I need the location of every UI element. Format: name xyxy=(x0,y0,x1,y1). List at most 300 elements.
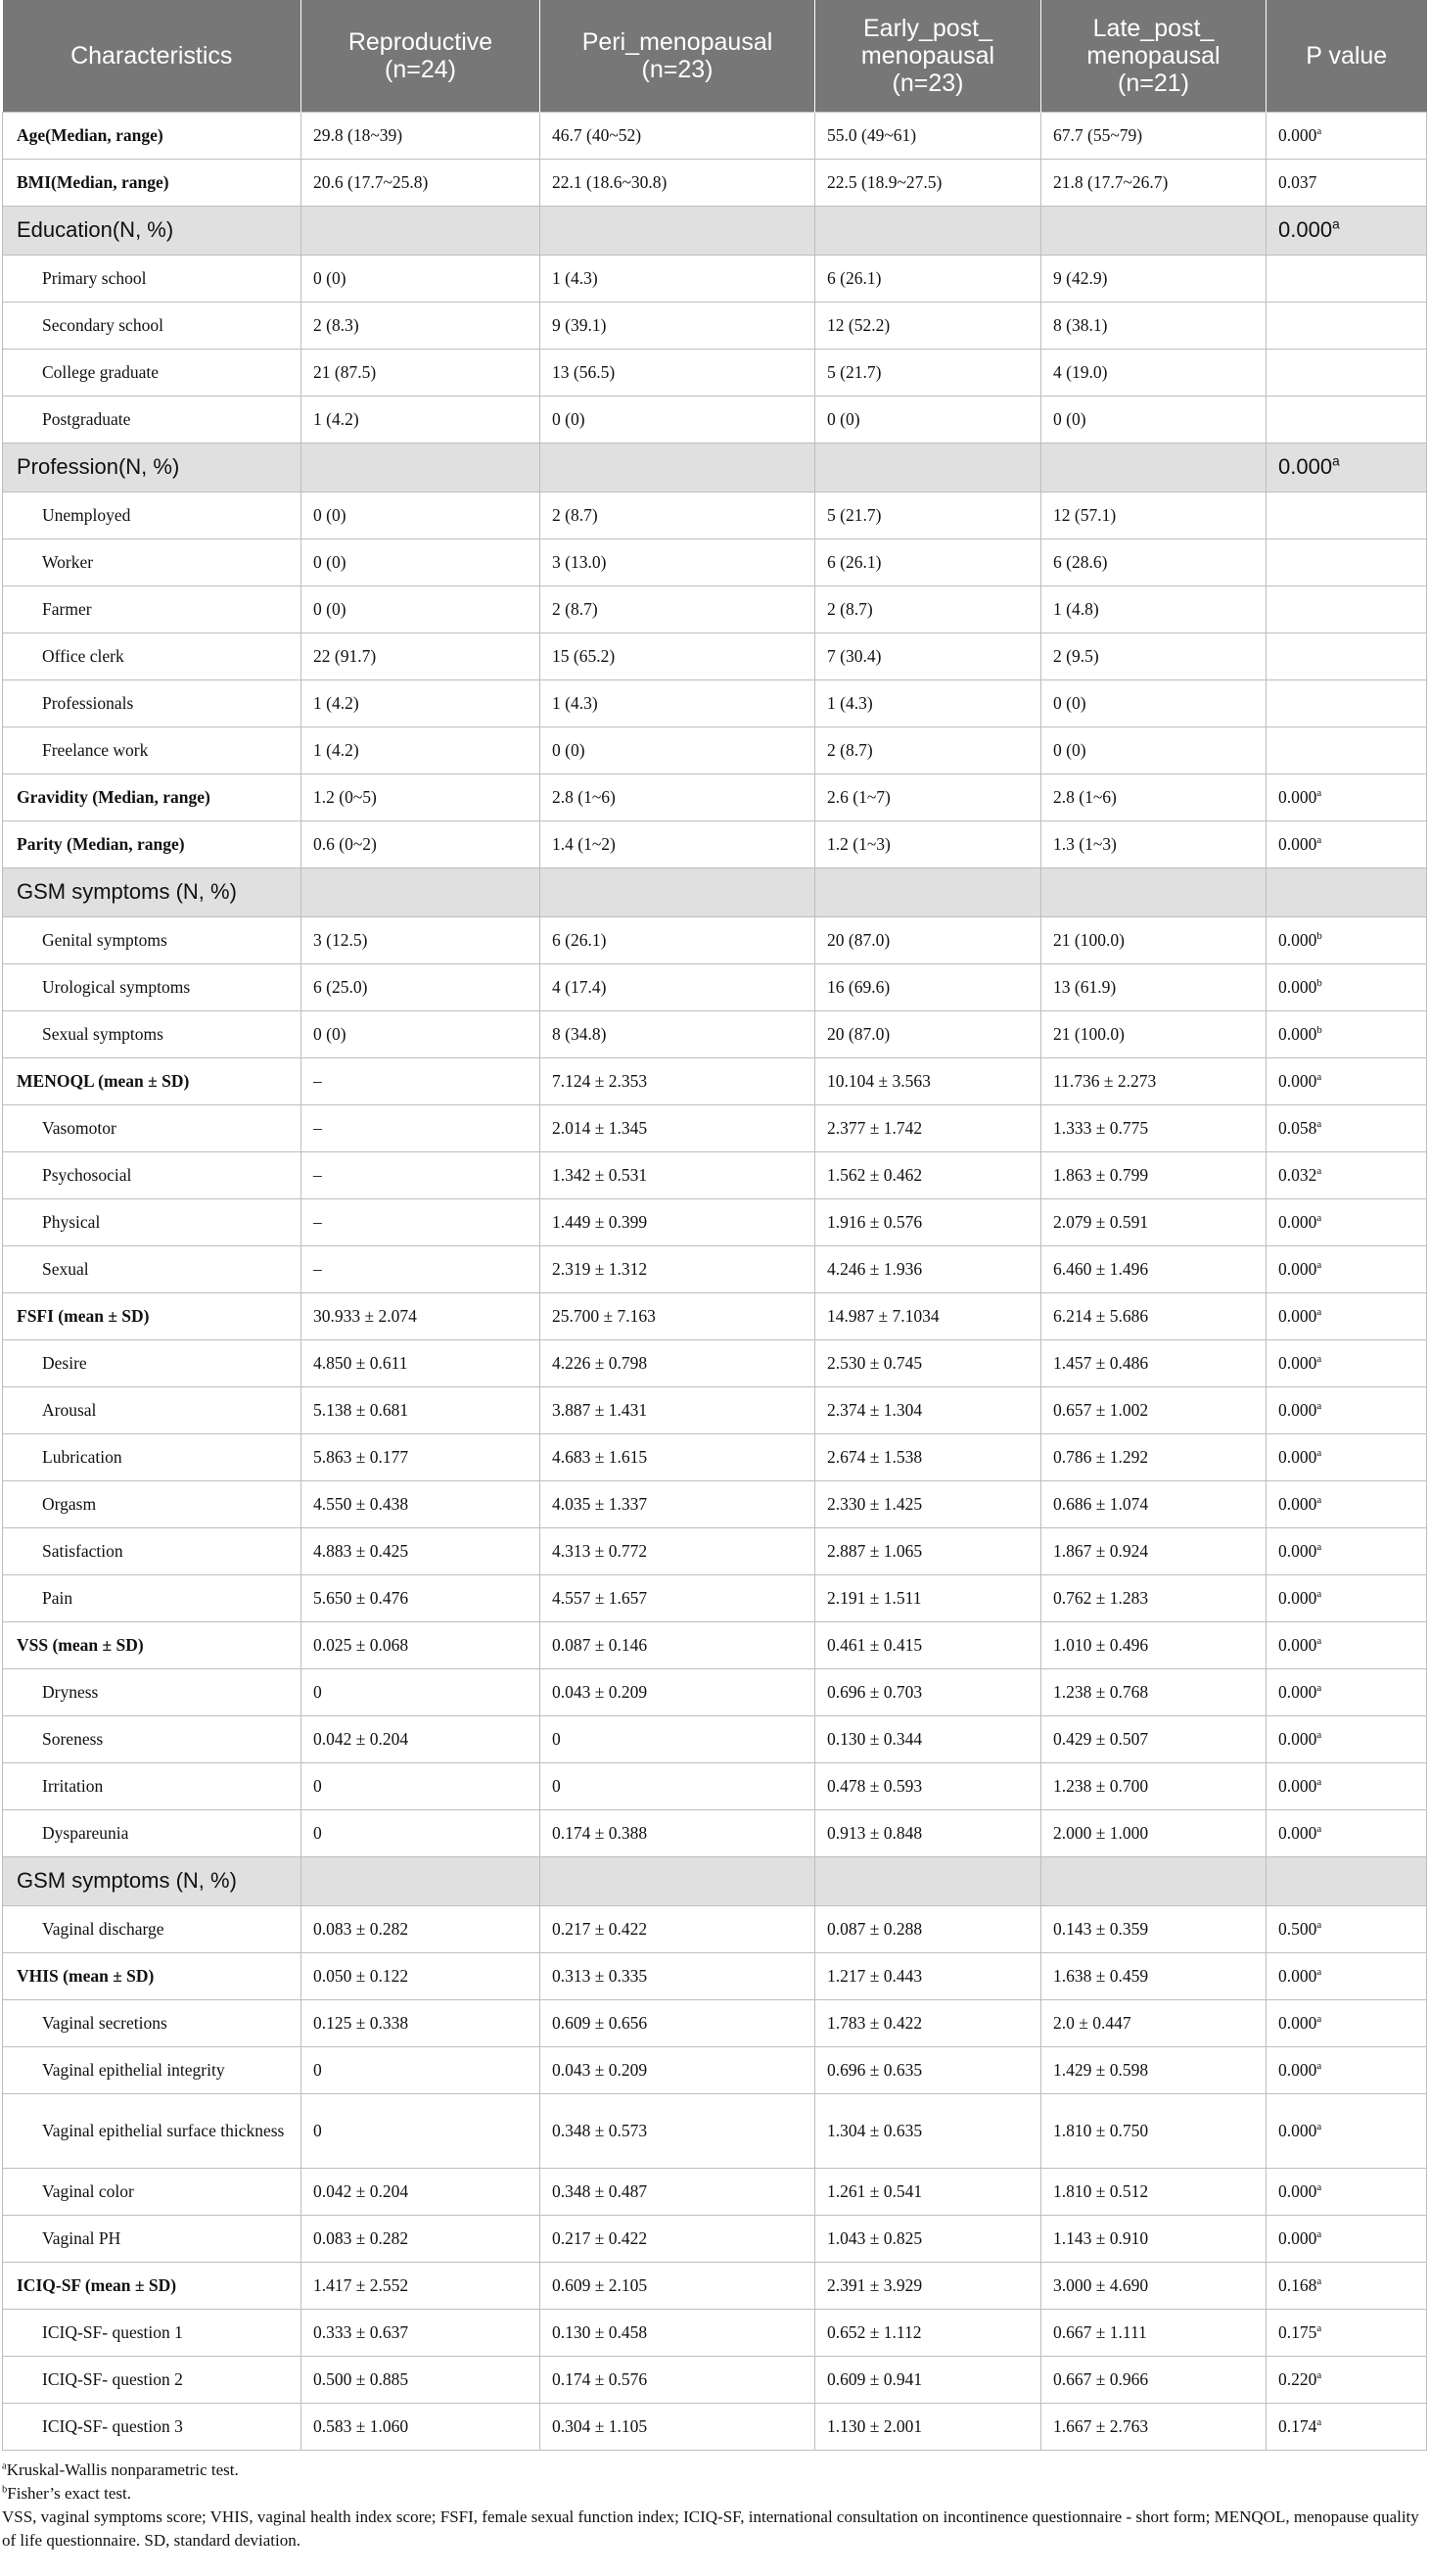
p-value-cell xyxy=(1267,1339,1427,1386)
row-label: Sexual symptoms xyxy=(3,1010,301,1057)
p-value: 0.000 xyxy=(1278,929,1317,950)
p-value: 0.000 xyxy=(1278,2120,1317,2140)
row-value: 7 (30.4) xyxy=(815,632,1041,679)
row-value: 0 xyxy=(301,1762,540,1809)
row-label: GSM symptoms (N, %) xyxy=(3,1856,301,1905)
row-label: Desire xyxy=(3,1339,301,1386)
row-value: 0 xyxy=(301,2046,540,2093)
row-value: 2 (8.7) xyxy=(540,492,815,539)
row-value: 1.638 ± 0.459 xyxy=(1041,1952,1267,1999)
row-value xyxy=(540,867,815,916)
p-value: 0.220 xyxy=(1278,2368,1317,2389)
row-label: Freelance work xyxy=(3,726,301,773)
row-value xyxy=(815,206,1041,255)
row-value: 25.700 ± 7.163 xyxy=(540,1292,815,1339)
row-value: 3.887 ± 1.431 xyxy=(540,1386,815,1433)
row-value: 0.609 ± 0.656 xyxy=(540,1999,815,2046)
row-value: 1.304 ± 0.635 xyxy=(815,2093,1041,2168)
p-value-cell xyxy=(1267,1668,1427,1715)
p-value: 0.000 xyxy=(1278,1352,1317,1373)
table-row xyxy=(3,2046,1427,2093)
row-value: 1.810 ± 0.750 xyxy=(1041,2093,1267,2168)
row-value: 5.863 ± 0.177 xyxy=(301,1433,540,1480)
p-value-cell xyxy=(1267,1480,1427,1527)
row-value: 0.043 ± 0.209 xyxy=(540,1668,815,1715)
row-value: 1.429 ± 0.598 xyxy=(1041,2046,1267,2093)
p-value: 0.058 xyxy=(1278,1117,1317,1138)
p-value-footnote-mark: a xyxy=(1316,1728,1322,1741)
p-value: 0.168 xyxy=(1278,2274,1317,2295)
row-value: 4.550 ± 0.438 xyxy=(301,1480,540,1527)
header-p-value: P value xyxy=(1267,0,1427,112)
footnote-b: $^b$Fisher’s exact test. xyxy=(2,2483,131,2503)
row-value: 0.657 ± 1.002 xyxy=(1041,1386,1267,1433)
row-value xyxy=(815,443,1041,492)
row-value: 6 (26.1) xyxy=(540,916,815,963)
p-value: 0.000 xyxy=(1278,976,1317,997)
table-row xyxy=(3,1010,1427,1057)
table-row xyxy=(3,112,1427,159)
row-value: 0.609 ± 2.105 xyxy=(540,2262,815,2309)
p-value: 0.000 xyxy=(1278,1775,1317,1796)
row-value: 1.143 ± 0.910 xyxy=(1041,2215,1267,2262)
row-value: 2.000 ± 1.000 xyxy=(1041,1809,1267,1856)
row-value: 0.087 ± 0.146 xyxy=(540,1621,815,1668)
row-value: 29.8 (18~39) xyxy=(301,112,540,159)
row-value: 0 xyxy=(540,1762,815,1809)
row-label: Vaginal discharge xyxy=(3,1905,301,1952)
p-value-footnote-mark: a xyxy=(1316,1540,1322,1553)
row-label: Age(Median, range) xyxy=(3,112,301,159)
table-row xyxy=(3,1715,1427,1762)
table-row xyxy=(3,2215,1427,2262)
row-label: Profession(N, %) xyxy=(3,443,301,492)
row-label: Vaginal color xyxy=(3,2168,301,2215)
row-value: 0 xyxy=(301,1809,540,1856)
row-value: 0.313 ± 0.335 xyxy=(540,1952,815,1999)
row-label: Secondary school xyxy=(3,302,301,349)
row-label: Vaginal epithelial surface thickness xyxy=(3,2093,301,2168)
p-value-footnote-mark: a xyxy=(1316,1822,1322,1835)
row-label: ICIQ-SF- question 2 xyxy=(3,2356,301,2403)
row-value: 1.562 ± 0.462 xyxy=(815,1151,1041,1198)
row-label: Lubrication xyxy=(3,1433,301,1480)
row-value: 1 (4.3) xyxy=(815,679,1041,726)
row-value: – xyxy=(301,1151,540,1198)
row-value: 2.374 ± 1.304 xyxy=(815,1386,1041,1433)
p-value-cell xyxy=(1267,916,1427,963)
p-value-footnote-mark: a xyxy=(1316,1918,1322,1931)
row-value xyxy=(540,443,815,492)
section-row xyxy=(3,206,1427,255)
p-value-footnote-mark: a xyxy=(1316,1446,1322,1459)
row-value: 1.783 ± 0.422 xyxy=(815,1999,1041,2046)
p-value-cell xyxy=(1267,396,1427,443)
row-value: 6 (25.0) xyxy=(301,963,540,1010)
p-value: 0.000 xyxy=(1278,2059,1317,2080)
row-value: 1.130 ± 2.001 xyxy=(815,2403,1041,2450)
row-value: 1.238 ± 0.768 xyxy=(1041,1668,1267,1715)
row-value: 4.246 ± 1.936 xyxy=(815,1245,1041,1292)
table-row xyxy=(3,2262,1427,2309)
row-value: – xyxy=(301,1104,540,1151)
row-value: 0.696 ± 0.635 xyxy=(815,2046,1041,2093)
row-value: 3.000 ± 4.690 xyxy=(1041,2262,1267,2309)
row-value: 0.043 ± 0.209 xyxy=(540,2046,815,2093)
p-value: 0.032 xyxy=(1278,1164,1317,1185)
table-row xyxy=(3,1245,1427,1292)
p-value-cell xyxy=(1267,1715,1427,1762)
table-row xyxy=(3,1339,1427,1386)
row-value: 0 (0) xyxy=(815,396,1041,443)
p-value-footnote-mark: a xyxy=(1316,1965,1322,1978)
row-value: 0.050 ± 0.122 xyxy=(301,1952,540,1999)
p-value: 0.000 xyxy=(1278,1822,1317,1843)
p-value-footnote-mark: a xyxy=(1316,2368,1322,2381)
row-value: 0.667 ± 0.966 xyxy=(1041,2356,1267,2403)
row-label: Office clerk xyxy=(3,632,301,679)
row-value: 0.686 ± 1.074 xyxy=(1041,1480,1267,1527)
row-value: 2.391 ± 3.929 xyxy=(815,2262,1041,2309)
row-label: Vasomotor xyxy=(3,1104,301,1151)
p-value-cell xyxy=(1267,302,1427,349)
row-value: 5 (21.7) xyxy=(815,492,1041,539)
p-value: 0.000 xyxy=(1278,1681,1317,1702)
table-row xyxy=(3,2168,1427,2215)
row-label: Psychosocial xyxy=(3,1151,301,1198)
p-value-footnote-mark: a xyxy=(1316,2321,1322,2334)
row-value: 0 (0) xyxy=(301,539,540,585)
row-value: 0.762 ± 1.283 xyxy=(1041,1574,1267,1621)
row-value: 0.304 ± 1.105 xyxy=(540,2403,815,2450)
row-value: 67.7 (55~79) xyxy=(1041,112,1267,159)
p-value-footnote-mark: a xyxy=(1316,1070,1322,1083)
table-row xyxy=(3,820,1427,867)
row-label: Postgraduate xyxy=(3,396,301,443)
p-value: 0.037 xyxy=(1278,171,1317,192)
p-value-cell xyxy=(1267,443,1427,492)
row-value: 0.083 ± 0.282 xyxy=(301,2215,540,2262)
row-value: 4.850 ± 0.611 xyxy=(301,1339,540,1386)
row-value: 0.130 ± 0.344 xyxy=(815,1715,1041,1762)
p-value-cell xyxy=(1267,1292,1427,1339)
p-value-cell xyxy=(1267,2262,1427,2309)
p-value-footnote-mark: a xyxy=(1316,2180,1322,2193)
p-value-cell xyxy=(1267,1245,1427,1292)
p-value-footnote-mark: b xyxy=(1316,976,1322,989)
row-value: 2.8 (1~6) xyxy=(540,773,815,820)
row-value: 2.0 ± 0.447 xyxy=(1041,1999,1267,2046)
row-label: Vaginal secretions xyxy=(3,1999,301,2046)
row-value: 0.042 ± 0.204 xyxy=(301,2168,540,2215)
row-value: 20 (87.0) xyxy=(815,1010,1041,1057)
p-value-cell xyxy=(1267,2215,1427,2262)
row-value: 2.014 ± 1.345 xyxy=(540,1104,815,1151)
row-value xyxy=(1041,867,1267,916)
row-value: 0.143 ± 0.359 xyxy=(1041,1905,1267,1952)
row-value: 6 (26.1) xyxy=(815,255,1041,302)
p-value: 0.000 xyxy=(1278,1446,1317,1467)
row-value: – xyxy=(301,1057,540,1104)
row-value: 1.342 ± 0.531 xyxy=(540,1151,815,1198)
row-label: Soreness xyxy=(3,1715,301,1762)
table-row xyxy=(3,1433,1427,1480)
row-value: 0.174 ± 0.388 xyxy=(540,1809,815,1856)
row-label: Orgasm xyxy=(3,1480,301,1527)
row-value: 0.042 ± 0.204 xyxy=(301,1715,540,1762)
table-row xyxy=(3,632,1427,679)
row-value: 0 xyxy=(540,1715,815,1762)
p-value: 0.000 xyxy=(1278,1493,1317,1514)
table-body xyxy=(3,112,1427,2450)
table-row xyxy=(3,2356,1427,2403)
p-value-cell xyxy=(1267,1809,1427,1856)
p-value-footnote-mark: a xyxy=(1316,1258,1322,1271)
p-value: 0.500 xyxy=(1278,1918,1317,1939)
row-label: Physical xyxy=(3,1198,301,1245)
table-row xyxy=(3,539,1427,585)
p-value-cell xyxy=(1267,1010,1427,1057)
row-value: 21 (100.0) xyxy=(1041,1010,1267,1057)
row-value: 0.583 ± 1.060 xyxy=(301,2403,540,2450)
row-value: 6 (26.1) xyxy=(815,539,1041,585)
row-value: 2.330 ± 1.425 xyxy=(815,1480,1041,1527)
p-value-footnote-mark: a xyxy=(1316,1117,1322,1130)
table-row xyxy=(3,255,1427,302)
row-value: 14.987 ± 7.1034 xyxy=(815,1292,1041,1339)
row-value: 13 (61.9) xyxy=(1041,963,1267,1010)
row-value: 21.8 (17.7~26.7) xyxy=(1041,159,1267,206)
row-value: 1.217 ± 0.443 xyxy=(815,1952,1041,1999)
p-value-cell xyxy=(1267,255,1427,302)
row-value: 0.6 (0~2) xyxy=(301,820,540,867)
p-value-cell xyxy=(1267,1905,1427,1952)
row-value: 8 (34.8) xyxy=(540,1010,815,1057)
row-value: 2.191 ± 1.511 xyxy=(815,1574,1041,1621)
row-value: 20.6 (17.7~25.8) xyxy=(301,159,540,206)
p-value-footnote-mark: a xyxy=(1316,1681,1322,1694)
row-label: College graduate xyxy=(3,349,301,396)
row-value: 0.913 ± 0.848 xyxy=(815,1809,1041,1856)
row-value xyxy=(301,867,540,916)
row-value: 1.2 (0~5) xyxy=(301,773,540,820)
p-value: 0.000 xyxy=(1278,786,1317,807)
p-value-footnote-mark: a xyxy=(1316,1493,1322,1506)
row-value: 0 (0) xyxy=(1041,396,1267,443)
p-value: 0.000 xyxy=(1278,833,1317,854)
p-value-cell xyxy=(1267,585,1427,632)
row-value: 4.313 ± 0.772 xyxy=(540,1527,815,1574)
p-value-cell xyxy=(1267,2309,1427,2356)
row-value: 1.238 ± 0.700 xyxy=(1041,1762,1267,1809)
p-value-cell xyxy=(1267,492,1427,539)
row-value: 1 (4.2) xyxy=(301,679,540,726)
p-value: 0.174 xyxy=(1278,2415,1317,2436)
row-value: 1 (4.8) xyxy=(1041,585,1267,632)
row-value: 2.079 ± 0.591 xyxy=(1041,1198,1267,1245)
row-label: Irritation xyxy=(3,1762,301,1809)
row-label: VSS (mean ± SD) xyxy=(3,1621,301,1668)
header-reproductive: Reproductive (n=24) xyxy=(301,0,540,112)
p-value-cell xyxy=(1267,1198,1427,1245)
p-value-cell xyxy=(1267,1433,1427,1480)
p-value-cell xyxy=(1267,2093,1427,2168)
row-value: 2.887 ± 1.065 xyxy=(815,1527,1041,1574)
p-value: 0.000 xyxy=(1278,1540,1317,1561)
row-value: 0.429 ± 0.507 xyxy=(1041,1715,1267,1762)
row-value: 0.174 ± 0.576 xyxy=(540,2356,815,2403)
row-value: 2 (8.7) xyxy=(815,585,1041,632)
table-row xyxy=(3,679,1427,726)
p-value-cell xyxy=(1267,1057,1427,1104)
p-value-footnote-mark: a xyxy=(1316,1634,1322,1647)
row-value xyxy=(815,867,1041,916)
p-value-cell xyxy=(1267,773,1427,820)
table-row xyxy=(3,726,1427,773)
row-value: 22 (91.7) xyxy=(301,632,540,679)
p-value: 0.175 xyxy=(1278,2321,1317,2342)
p-value-footnote-mark: a xyxy=(1316,1305,1322,1318)
p-value-footnote-mark: b xyxy=(1316,1023,1322,1036)
row-label: BMI(Median, range) xyxy=(3,159,301,206)
row-value: 2.6 (1~7) xyxy=(815,773,1041,820)
p-value-cell xyxy=(1267,1386,1427,1433)
row-value: 2.8 (1~6) xyxy=(1041,773,1267,820)
p-value-cell xyxy=(1267,1104,1427,1151)
p-value-cell xyxy=(1267,1762,1427,1809)
row-value: 0 (0) xyxy=(1041,726,1267,773)
row-value: 1.3 (1~3) xyxy=(1041,820,1267,867)
row-value: 20 (87.0) xyxy=(815,916,1041,963)
table-row xyxy=(3,585,1427,632)
row-value: 8 (38.1) xyxy=(1041,302,1267,349)
table-row xyxy=(3,2309,1427,2356)
p-value-cell xyxy=(1267,632,1427,679)
row-value: 16 (69.6) xyxy=(815,963,1041,1010)
table-row xyxy=(3,1574,1427,1621)
row-value: 46.7 (40~52) xyxy=(540,112,815,159)
table-row xyxy=(3,302,1427,349)
header-late-post-menopausal: Late_post_ menopausal (n=21) xyxy=(1041,0,1267,112)
table-row xyxy=(3,1104,1427,1151)
row-value xyxy=(540,206,815,255)
p-value-footnote-mark: a xyxy=(1316,2227,1322,2240)
row-value: 5 (21.7) xyxy=(815,349,1041,396)
row-value: 0 (0) xyxy=(1041,679,1267,726)
row-value: 0.217 ± 0.422 xyxy=(540,1905,815,1952)
p-value-footnote-mark: b xyxy=(1316,929,1322,942)
row-value: 0.667 ± 1.111 xyxy=(1041,2309,1267,2356)
row-value xyxy=(540,1856,815,1905)
p-value-footnote-mark: a xyxy=(1316,1211,1322,1224)
p-value-cell xyxy=(1267,539,1427,585)
row-value: 10.104 ± 3.563 xyxy=(815,1057,1041,1104)
row-value xyxy=(1041,443,1267,492)
p-value-cell xyxy=(1267,867,1427,916)
p-value-footnote-mark: a xyxy=(1332,453,1340,469)
p-value: 0.000 xyxy=(1278,2012,1317,2033)
p-value-cell xyxy=(1267,1856,1427,1905)
row-value: 15 (65.2) xyxy=(540,632,815,679)
row-label: Farmer xyxy=(3,585,301,632)
p-value: 0.000 xyxy=(1278,1070,1317,1091)
row-label: Primary school xyxy=(3,255,301,302)
row-value: 2 (8.7) xyxy=(540,585,815,632)
row-label: Urological symptoms xyxy=(3,963,301,1010)
p-value-footnote-mark: a xyxy=(1316,2274,1322,2287)
row-value: 0.125 ± 0.338 xyxy=(301,1999,540,2046)
p-value-footnote-mark: a xyxy=(1316,124,1322,137)
row-value: 1.667 ± 2.763 xyxy=(1041,2403,1267,2450)
row-value: 4.557 ± 1.657 xyxy=(540,1574,815,1621)
p-value: 0.000 xyxy=(1278,1965,1317,1986)
row-value: – xyxy=(301,1245,540,1292)
row-value: 4.683 ± 1.615 xyxy=(540,1433,815,1480)
table-row xyxy=(3,1952,1427,1999)
row-value: 0.478 ± 0.593 xyxy=(815,1762,1041,1809)
p-value: 0.000 xyxy=(1278,2227,1317,2248)
row-value: 7.124 ± 2.353 xyxy=(540,1057,815,1104)
p-value-cell xyxy=(1267,1952,1427,1999)
row-value: 1.2 (1~3) xyxy=(815,820,1041,867)
p-value: 0.000 xyxy=(1278,1211,1317,1232)
p-value-cell xyxy=(1267,1151,1427,1198)
row-label: GSM symptoms (N, %) xyxy=(3,867,301,916)
row-value: 2 (8.7) xyxy=(815,726,1041,773)
p-value: 0.000 xyxy=(1278,1023,1317,1044)
p-value-cell xyxy=(1267,2168,1427,2215)
p-value-cell xyxy=(1267,820,1427,867)
footnote-abbreviations: VSS, vaginal symptoms score; VHIS, vaginal health index score; FSFI, female sexual function index; ICIQ-SF, international consultation on incontinence questionnaire - short form; MENQOL, menopause quality of life questionnaire. SD, standard deviation. xyxy=(2,2506,1419,2550)
row-value: 1.863 ± 0.799 xyxy=(1041,1151,1267,1198)
row-label: Parity (Median, range) xyxy=(3,820,301,867)
p-value: 0.000 xyxy=(1278,1305,1317,1326)
row-label: Pain xyxy=(3,1574,301,1621)
p-value-footnote-mark: a xyxy=(1316,2415,1322,2428)
row-value: 1.417 ± 2.552 xyxy=(301,2262,540,2309)
row-value: 22.1 (18.6~30.8) xyxy=(540,159,815,206)
table-row xyxy=(3,2403,1427,2450)
row-value xyxy=(301,1856,540,1905)
row-value: 1.010 ± 0.496 xyxy=(1041,1621,1267,1668)
table-row xyxy=(3,1999,1427,2046)
row-value: 1.457 ± 0.486 xyxy=(1041,1339,1267,1386)
p-value-cell xyxy=(1267,1574,1427,1621)
table-row xyxy=(3,773,1427,820)
p-value-cell xyxy=(1267,1999,1427,2046)
row-label: Worker xyxy=(3,539,301,585)
table-row xyxy=(3,1151,1427,1198)
p-value: 0.000 xyxy=(1278,1634,1317,1655)
row-value: 4.883 ± 0.425 xyxy=(301,1527,540,1574)
p-value-footnote-mark: a xyxy=(1316,786,1322,799)
row-value xyxy=(815,1856,1041,1905)
row-value: 6 (28.6) xyxy=(1041,539,1267,585)
row-value: 2 (8.3) xyxy=(301,302,540,349)
p-value-cell xyxy=(1267,726,1427,773)
row-value xyxy=(1041,1856,1267,1905)
table-row xyxy=(3,1480,1427,1527)
row-value: 0.461 ± 0.415 xyxy=(815,1621,1041,1668)
row-value: 6.214 ± 5.686 xyxy=(1041,1292,1267,1339)
table-footnotes xyxy=(0,2451,1428,2553)
header-peri-menopausal: Peri_menopausal (n=23) xyxy=(540,0,815,112)
row-value: 5.138 ± 0.681 xyxy=(301,1386,540,1433)
p-value: 0.000 xyxy=(1278,2180,1317,2201)
header-early-post-menopausal: Early_post_ menopausal (n=23) xyxy=(815,0,1041,112)
row-value: 1 (4.3) xyxy=(540,679,815,726)
p-value: 0.000 xyxy=(1278,1728,1317,1749)
